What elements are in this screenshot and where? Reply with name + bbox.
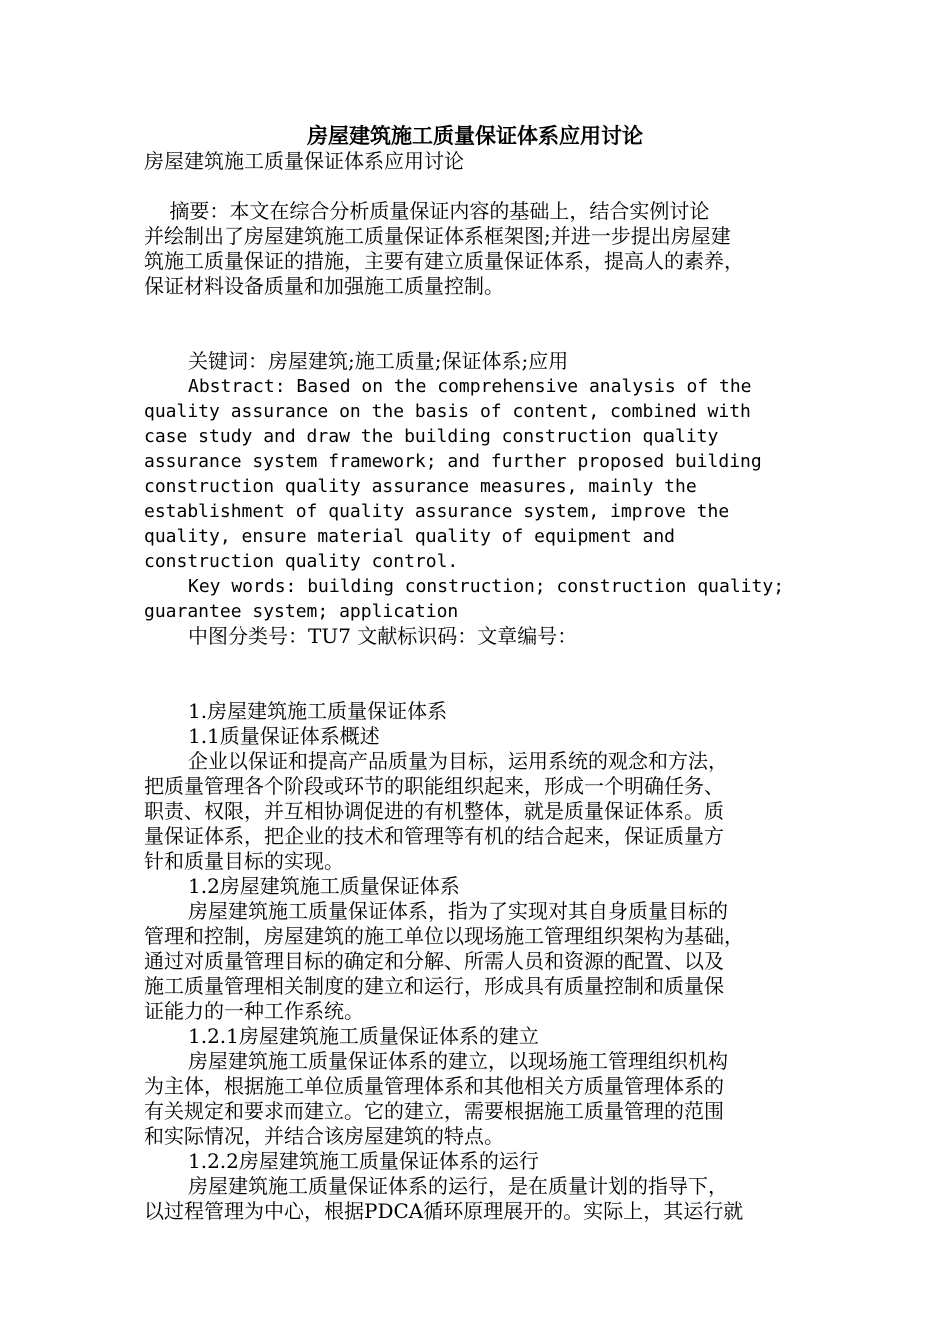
paragraph-line: 把质量管理各个阶段或环节的职能组织起来，形成一个明确任务、 [144, 774, 724, 798]
abstract-line: 保证材料设备质量和加强施工质量控制。 [144, 274, 504, 298]
classification-line: 中图分类号：TU7 文献标识码：文章编号： [188, 624, 578, 648]
abstract-line: 并绘制出了房屋建筑施工质量保证体系框架图;并进一步提出房屋建 [144, 224, 731, 248]
paragraph-line: 企业以保证和提高产品质量为目标，运用系统的观念和方法， [188, 749, 728, 773]
keywords: 关键词：房屋建筑;施工质量;保证体系;应用 [188, 349, 569, 373]
subsection-heading: 1.2.1房屋建筑施工质量保证体系的建立 [188, 1024, 539, 1048]
paragraph-line: 房屋建筑施工质量保证体系的运行，是在质量计划的指导下， [188, 1174, 728, 1198]
document-title: 房屋建筑施工质量保证体系应用讨论 [307, 123, 643, 148]
paragraph-line: 有关规定和要求而建立。它的建立，需要根据施工质量管理的范围 [144, 1099, 724, 1123]
abstract-en-line: establishment of quality assurance system, improve the [144, 501, 730, 522]
subsection-heading: 1.2.2房屋建筑施工质量保证体系的运行 [188, 1149, 539, 1173]
paragraph-line: 房屋建筑施工质量保证体系的建立，以现场施工管理组织机构 [188, 1049, 728, 1073]
keywords-en-line: guarantee system; application [144, 601, 459, 622]
abstract-en-line: construction quality assurance measures, mainly the [144, 476, 697, 497]
abstract-en-line: quality assurance on the basis of content, combined with [144, 401, 751, 422]
paragraph-line: 针和质量目标的实现。 [144, 849, 344, 873]
paragraph-line: 通过对质量管理目标的确定和分解、所需人员和资源的配置、以及 [144, 949, 724, 973]
subsection-heading: 1.2房屋建筑施工质量保证体系 [188, 874, 460, 898]
abstract-line: 筑施工质量保证的措施，主要有建立质量保证体系，提高人的素养， [144, 249, 744, 273]
paragraph-line: 施工质量管理相关制度的建立和运行，形成具有质量控制和质量保 [144, 974, 724, 998]
keywords-en-line: Key words: building construction; construction quality; [188, 576, 785, 597]
paragraph-line: 为主体，根据施工单位质量管理体系和其他相关方质量管理体系的 [144, 1074, 724, 1098]
paragraph-line: 管理和控制，房屋建筑的施工单位以现场施工管理组织架构为基础， [144, 924, 744, 948]
abstract-en-line: Abstract: Based on the comprehensive analysis of the [188, 376, 752, 397]
abstract-en-line: assurance system framework; and further proposed building [144, 451, 762, 472]
abstract-line: 摘要：本文在综合分析质量保证内容的基础上，结合实例讨论 [144, 199, 710, 223]
section-heading: 1.房屋建筑施工质量保证体系 [188, 699, 448, 723]
paragraph-line: 职责、权限，并互相协调促进的有机整体，就是质量保证体系。质 [144, 799, 724, 823]
paragraph-line: 证能力的一种工作系统。 [144, 999, 364, 1023]
abstract-en-line: case study and draw the building construction quality [144, 426, 719, 447]
subsection-heading: 1.1质量保证体系概述 [188, 724, 380, 748]
paragraph-line: 量保证体系，把企业的技术和管理等有机的结合起来，保证质量方 [144, 824, 724, 848]
abstract-en-line: construction quality control. [144, 551, 459, 572]
paragraph-line: 房屋建筑施工质量保证体系，指为了实现对其自身质量目标的 [188, 899, 728, 923]
paragraph-line: 以过程管理为中心，根据PDCA循环原理展开的。实际上，其运行就 [144, 1199, 744, 1223]
document-subtitle: 房屋建筑施工质量保证体系应用讨论 [144, 149, 464, 173]
paragraph-line: 和实际情况，并结合该房屋建筑的特点。 [144, 1124, 504, 1148]
abstract-en-line: quality, ensure material quality of equipment and [144, 526, 676, 547]
